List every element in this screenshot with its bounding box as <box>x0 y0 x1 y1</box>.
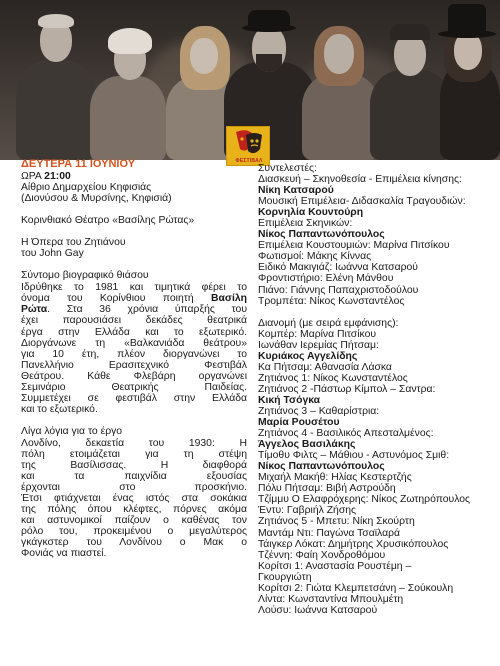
credit-line: Φωτισμοί: Μάκης Κίννας <box>258 251 372 263</box>
event-time: ΩΡΑ 21:00 <box>21 171 71 182</box>
play-title: Η Όπερα του Ζητιάνου <box>21 237 126 249</box>
about-heading: Λίγα λόγια για το έργο <box>21 425 123 437</box>
text-line: και τα παιχνίδια εξουσίας <box>21 471 247 483</box>
credit-line: Μαντάμ Ντι: Παγώνα Τσαϊλαρά <box>258 527 401 539</box>
credit-line: Ζητιάνος 3 – Καθαρίστρια: <box>258 405 380 417</box>
text-line: Έτσι φτιάχνεται ένας ιστός στα σοκάκια <box>21 493 247 505</box>
text-line: ρόλο του, προκειμένου ο μεγαλύτερος <box>21 526 247 538</box>
event-venue: Αίθριο Δημαρχείου Κηφισιάς <box>21 182 152 194</box>
text-line: Λονδίνο, δεκαετία του 1930: Η <box>21 437 247 449</box>
text-line: για 10 έτη, πλέον διοργανώνει το <box>21 348 247 360</box>
credit-line: Νίκος Παπαντωνόπουλος <box>258 461 385 473</box>
text-line: Ιδρύθηκε το 1981 και τιμητικά φέρει το <box>21 282 247 294</box>
cast-heading: Διανομή (με σειρά εμφάνισης): <box>258 317 399 329</box>
credit-line: Κορίτσι 2: Γιώτα Κλεμπετσάνη – Σούκουλη <box>258 582 454 594</box>
play-author: του John Gay <box>21 248 84 260</box>
credit-line: Ζητιάνος 5 - Μπετυ: Νίκη Σκούρτη <box>258 516 415 528</box>
credit-line: Λίντα: Κωνσταντίνα Μπουλμέτη <box>258 593 404 605</box>
credit-line: Τζίμμυ Ο Ελαφρόχερης: Νίκος Ζωτηρόπουλος <box>258 494 471 506</box>
text-line: έρχονται στο προσκήνιο. <box>21 482 247 494</box>
credit-line: Κική Τσόγκα <box>258 394 321 406</box>
credit-line: Ιωνάθαν Ιερεμίας Πήτσαμ: <box>258 339 379 351</box>
credit-line: Νίκος Παπαντωνόπουλος <box>258 229 385 241</box>
credit-line: Τάιγκερ Λόκατ: Δημήτρης Χρυσικόπουλος <box>258 538 449 550</box>
credit-line: Νίκη Κατσαρού <box>258 185 334 197</box>
credit-line: Διασκευή – Σκηνοθεσία - Επιμέλεια κίνησης: <box>258 174 462 186</box>
credit-line: Τίμοθυ Φιλτς – Μάθιου - Αστυνόμος Σμιθ: <box>258 450 450 462</box>
text-line: Πανελλήνιο Ερασιτεχνικό Φεστιβάλ <box>21 359 247 371</box>
credit-line: Κα Πήτσαμ: Αθανασία Λάσκα <box>258 361 392 373</box>
credit-line: Έντυ: Γαβριήλ Ζήσης <box>258 505 357 517</box>
text-line: Θεάτρου. Κάθε Φλεβάρη οργανώνει <box>21 370 247 382</box>
actor-figure <box>14 8 96 160</box>
credit-line: Πιάνο: Γιάννης Παπαχριστοδούλου <box>258 284 419 296</box>
text-line: Φονιάς να πιαστεί. <box>21 548 107 560</box>
event-info-column <box>21 158 247 559</box>
credit-line: Άγγελος Βασιλάκης <box>258 439 356 451</box>
credits-heading: Συντελεστές: <box>258 163 317 174</box>
text-line: Σεμινάριο Θεατρικής Παιδείας. <box>21 381 247 393</box>
text-line: πόλη ετοιμάζεται για τη στέψη <box>21 448 247 460</box>
text-line: της πόλης όπου κλέφτες, πόρνες ακόμα <box>21 504 247 516</box>
credit-line: Τρομπέτα: Νίκος Κωνσταντέλος <box>258 295 405 307</box>
credits-column <box>258 163 498 616</box>
bio-heading: Σύντομο βιογραφικό θιάσου <box>21 270 149 282</box>
credit-line: Λούσυ: Ιωάννα Κατσαρού <box>258 604 378 616</box>
credit-line: Τζέννη: Φαίη Χονδροθόμου <box>258 549 386 561</box>
poet-name: Ρώτα <box>21 304 48 316</box>
text-line: της Βασίλισσας. Η διαφθορά <box>21 460 247 472</box>
credit-line: Επιμέλεια Σκηνικών: <box>258 218 353 230</box>
credit-line: Επιμέλεια Κουστουμιών: Μαρίνα Πιτσίκου <box>258 240 450 252</box>
bio-text <box>21 282 247 415</box>
text-line: Συμμετέχει σε φεστιβάλ στην Ελλάδα <box>21 392 247 404</box>
about-text <box>21 438 247 560</box>
festival-logo-text: ΦΕΣΤΙΒΑΛ <box>235 158 263 164</box>
actor-figure <box>436 2 500 160</box>
text-line: Ρώτα. Στα 36 χρόνια ύπαρξής του <box>21 304 247 316</box>
credit-line: Ειδικό Μακιγιάζ: Ιωάννα Κατσαρού <box>258 262 418 274</box>
event-address: (Διονύσου & Μυρσίνης, Κηφισιά) <box>21 193 172 205</box>
credit-line: Γκουργιώτη <box>258 571 312 583</box>
text-line: έχει παρουσιάσει δεκάδες θεατρικά <box>21 315 247 327</box>
credit-line: Κομπέρ: Μαρίνα Πιτσίκου <box>258 328 377 340</box>
credit-line: Φροντιστήριο: Ελένη Μάνθου <box>258 273 394 285</box>
theatre-masks-icon <box>232 129 266 159</box>
credit-line: Μιχαήλ Μακήθ: Ηλίας Κεστερτζής <box>258 472 412 484</box>
credits-list <box>258 174 498 307</box>
theatre-name: Κορινθιακό Θέατρο «Βασίλης Ρώτας» <box>21 215 195 227</box>
credit-line: Κορίτσι 1: Αναστασία Ρουστέμη – <box>258 560 412 572</box>
credit-line: Ζητιάνος 1: Νίκος Κωνσταντέλος <box>258 372 408 384</box>
poet-name: Βασίλη <box>210 293 247 305</box>
credit-line: Ζητιάνος 4 - Βασιλικός Απεσταλμένος: <box>258 428 434 440</box>
actor-figure <box>86 22 166 160</box>
cast-list <box>258 329 498 616</box>
text-line: όνομα του Κορίνθιου ποιητή Βασίλη <box>21 293 247 305</box>
text-line: Διοργάνωνε τη «Βαλκανιάδα θεάτρου» <box>21 337 247 349</box>
text-line: έργα στην Ελλάδα και το εξωτερικό. <box>21 326 247 338</box>
text-line: και το εξωτερικό. <box>21 403 98 415</box>
credit-line: Μαρία Ρουσέτου <box>258 417 340 429</box>
event-date: ΔΕΥΤΕΡΑ 11 ΙΟΥΝΙΟΥ <box>21 158 136 170</box>
credit-line: Κυριάκος Αγγελίδης <box>258 350 358 362</box>
text-line: και αστυνομικοί παίζουν ο καθένας τον <box>21 515 247 527</box>
credit-line: Κορνηλία Κουντούρη <box>258 207 364 219</box>
text-line: γκάγκστερ του Λονδίνου ο Μακ ο <box>21 537 247 549</box>
credit-line: Μουσική Επιμέλεια- Διδασκαλία Τραγουδιών: <box>258 196 466 208</box>
credit-line: Πόλυ Πήτσαμ: Βιβή Αστρούδη <box>258 483 396 495</box>
credit-line: Ζητιάνος 2 -Πάστωρ Κίμπολ – Σαντρα: <box>258 383 436 395</box>
